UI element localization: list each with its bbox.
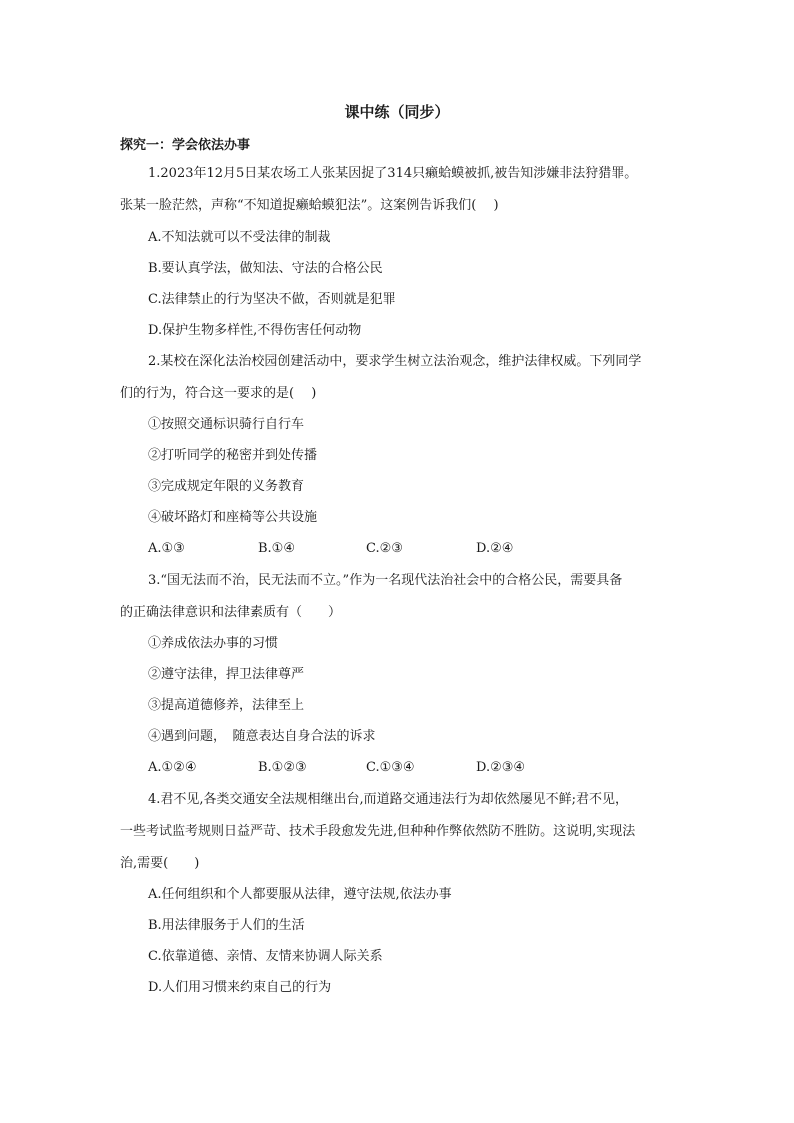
q1-option-b: B.要认真学法，做知法、守法的合格公民: [148, 261, 383, 276]
q2-choice-a: A.①③: [148, 541, 185, 556]
q2-item-2: ②打听同学的秘密并到处传播: [148, 448, 318, 463]
q1-stem-line2: 张某一脸茫然，声称“不知道捉癞蛤蟆犯法”。这案例告诉我们( ): [120, 198, 499, 213]
q3-stem-line2: 的正确法律意识和法律素质有（ ）: [120, 605, 342, 620]
q3-stem-line1: 3.“国无法而不治，民无法而不立。”作为一名现代法治社会中的合格公民，需要具备: [148, 573, 623, 588]
section-heading: 探究一：学会依法办事: [120, 138, 251, 153]
q2-stem-line1: 2.某校在深化法治校园创建活动中，要求学生树立法治观念，维护法律权威。下列同学: [148, 354, 642, 369]
page-title: 课中练（同步）: [344, 103, 450, 121]
q3-item-4: ④遇到问题， 随意表达自身合法的诉求: [148, 729, 376, 744]
q2-choice-d: D.②④: [476, 541, 514, 556]
q4-stem-line2: 一些考试监考规则日益严苛、技术手段愈发先进,但种种作弊依然防不胜防。这说明,实现法: [120, 824, 636, 839]
q3-item-1: ①养成依法办事的习惯: [148, 636, 279, 651]
q3-choice-b: B.①②③: [258, 760, 307, 775]
q1-stem-line1: 1.2023年12月5日某农场工人张某因捉了314只癞蛤蟆被抓,被告知涉嫌非法狩猎罪。: [148, 166, 638, 181]
q2-item-3: ③完成规定年限的义务教育: [148, 479, 305, 494]
q4-stem-line3: 治,需要( ): [120, 856, 200, 871]
q4-option-d: D.人们用习惯来约束自己的行为: [148, 980, 332, 995]
q2-choice-b: B.①④: [258, 541, 295, 556]
q1-option-a: A.不知法就可以不受法律的制裁: [148, 230, 331, 245]
q2-item-4: ④破坏路灯和座椅等公共设施: [148, 510, 318, 525]
q4-option-b: B.用法律服务于人们的生活: [148, 918, 305, 933]
q3-item-3: ③提高道德修养，法律至上: [148, 698, 305, 713]
q4-option-c: C.依靠道德、亲情、友情来协调人际关系: [148, 949, 383, 964]
q4-stem-line1: 4.君不见,各类交通安全法规相继出台,而道路交通违法行为却依然屡见不鲜;君不见，: [148, 792, 629, 807]
q3-choice-a: A.①②④: [148, 760, 197, 775]
q1-option-d: D.保护生物多样性,不得伤害任何动物: [148, 323, 362, 338]
q3-choice-c: C.①③④: [366, 760, 415, 775]
q4-option-a: A.任何组织和个人都要服从法律，遵守法规,依法办事: [148, 887, 452, 902]
q2-choice-c: C.②③: [366, 541, 403, 556]
q3-choice-d: D.②③④: [476, 760, 526, 775]
q1-option-c: C.法律禁止的行为坚决不做，否则就是犯罪: [148, 292, 396, 307]
q2-stem-line2: 们的行为，符合这一要求的是( ): [120, 386, 317, 401]
q3-item-2: ②遵守法律，捍卫法律尊严: [148, 667, 305, 682]
q2-item-1: ①按照交通标识骑行自行车: [148, 417, 305, 432]
